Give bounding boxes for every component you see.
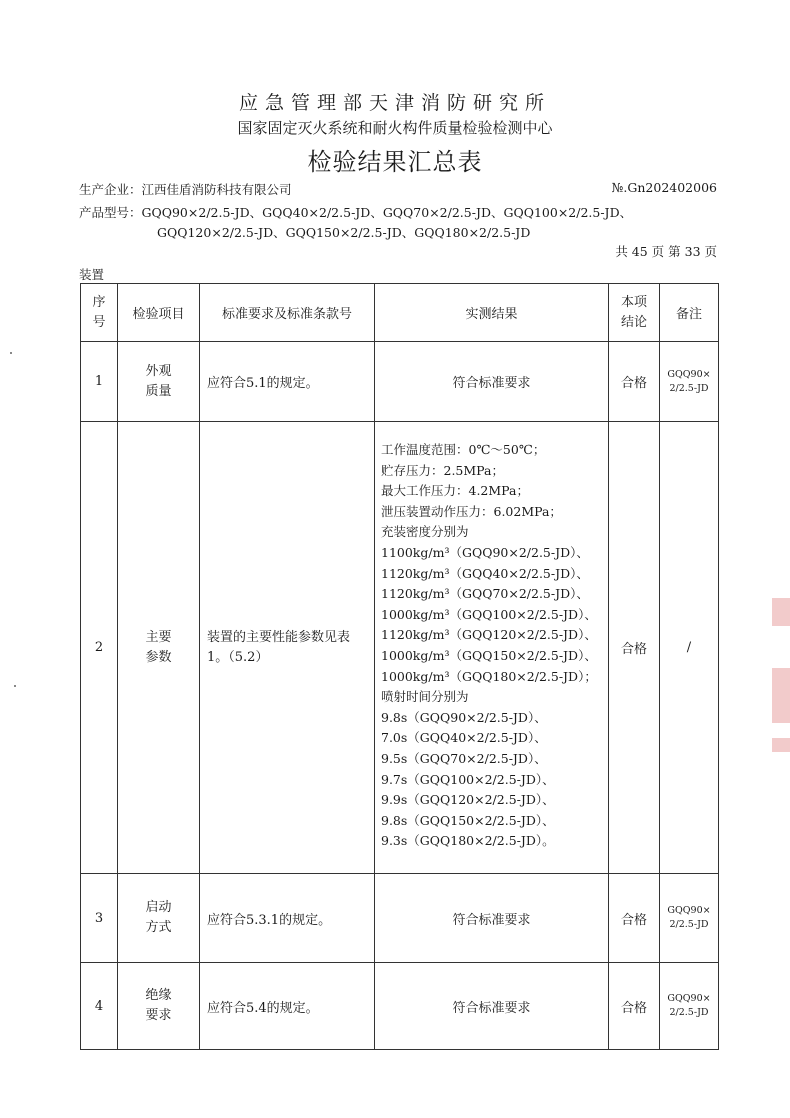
scan-speck xyxy=(10,352,12,354)
center-name: 国家固定灭火系统和耐火构件质量检验检测中心 xyxy=(237,119,553,137)
table-header-row xyxy=(81,284,719,342)
row-item: 主要参数 xyxy=(118,422,200,874)
header-result: 实测结果 xyxy=(375,284,609,342)
result-line: 9.5s（GQQ70×2/2.5-JD）、 xyxy=(381,750,547,766)
row-standard: 装置的主要性能参数见表1。（5.2） xyxy=(200,422,375,874)
row-result: 符合标准要求 xyxy=(375,963,609,1050)
row-item: 外观质量 xyxy=(118,342,200,422)
seal-stamp-fragment xyxy=(772,738,790,752)
seal-stamp-fragment xyxy=(772,668,790,723)
row-remark: GQQ90×2/2.5-JD xyxy=(660,963,719,1050)
page-count: 共 45 页 第 33 页 xyxy=(615,244,717,259)
row-verdict: 合格 xyxy=(609,422,660,874)
seal-stamp-fragment xyxy=(772,598,790,626)
row-no: 2 xyxy=(81,422,118,874)
row-item: 绝缘要求 xyxy=(118,963,200,1050)
header-standard: 标准要求及标准条款号 xyxy=(200,284,375,342)
row-verdict: 合格 xyxy=(609,342,660,422)
section-label: 装置 xyxy=(79,267,105,282)
report-number: №.Gn202402006 xyxy=(611,180,717,195)
scan-speck xyxy=(14,685,16,687)
row-result xyxy=(375,422,609,874)
header-item: 检验项目 xyxy=(118,284,200,342)
row-standard: 应符合5.4的规定。 xyxy=(200,963,375,1050)
result-line: 1000kg/m³（GQQ180×2/2.5-JD）； xyxy=(381,668,597,684)
product-models-line2: GQQ120×2/2.5-JD、GQQ150×2/2.5-JD、GQQ180×2/2.5-JD xyxy=(157,225,531,240)
row-standard: 应符合5.3.1的规定。 xyxy=(200,874,375,963)
result-line: 9.3s（GQQ180×2/2.5-JD）。 xyxy=(381,833,555,849)
result-line: 泄压装置动作压力：6.02MPa； xyxy=(381,503,562,519)
row-result: 符合标准要求 xyxy=(375,342,609,422)
page-title: 检验结果汇总表 xyxy=(307,148,483,176)
row-no: 4 xyxy=(81,963,118,1050)
table-row xyxy=(81,874,719,963)
result-line: 喷射时间分别为 xyxy=(381,689,469,705)
row-no: 1 xyxy=(81,342,118,422)
result-line: 1100kg/m³（GQQ90×2/2.5-JD）、 xyxy=(381,544,589,560)
results-table xyxy=(80,283,719,1050)
result-line: 9.8s（GQQ150×2/2.5-JD）、 xyxy=(381,812,555,828)
manufacturer: 生产企业：江西佳盾消防科技有限公司 xyxy=(79,182,292,197)
result-line: 1120kg/m³（GQQ120×2/2.5-JD）、 xyxy=(381,627,597,643)
result-line: 1000kg/m³（GQQ150×2/2.5-JD）、 xyxy=(381,647,597,663)
row-result: 符合标准要求 xyxy=(375,874,609,963)
row-remark: / xyxy=(660,422,719,874)
row-remark: GQQ90×2/2.5-JD xyxy=(660,342,719,422)
row-verdict: 合格 xyxy=(609,963,660,1050)
result-line: 7.0s（GQQ40×2/2.5-JD）、 xyxy=(381,730,547,746)
result-line: 9.9s（GQQ120×2/2.5-JD）、 xyxy=(381,792,555,808)
institute-name: 应急管理部天津消防研究所 xyxy=(238,92,551,114)
header-no: 序号 xyxy=(81,284,118,342)
result-line: 9.8s（GQQ90×2/2.5-JD）、 xyxy=(381,709,547,725)
table-row xyxy=(81,963,719,1050)
product-models-line1: 产品型号：GQQ90×2/2.5-JD、GQQ40×2/2.5-JD、GQQ70×2/2.5-JD、GQQ100×2/2.5-JD、 xyxy=(79,205,633,220)
result-line: 1120kg/m³（GQQ70×2/2.5-JD）、 xyxy=(381,586,589,602)
row-standard: 应符合5.1的规定。 xyxy=(200,342,375,422)
row-item: 启动方式 xyxy=(118,874,200,963)
row-remark: GQQ90×2/2.5-JD xyxy=(660,874,719,963)
table-row xyxy=(81,422,719,874)
result-line: 贮存压力：2.5MPa； xyxy=(381,462,504,478)
result-line: 最大工作压力：4.2MPa； xyxy=(381,483,529,499)
result-line: 1000kg/m³（GQQ100×2/2.5-JD）、 xyxy=(381,606,597,622)
header-remark: 备注 xyxy=(660,284,719,342)
result-line: 充装密度分别为 xyxy=(381,524,469,540)
row-no: 3 xyxy=(81,874,118,963)
table-row xyxy=(81,342,719,422)
header-verdict: 本项结论 xyxy=(609,284,660,342)
row-verdict: 合格 xyxy=(609,874,660,963)
result-line: 9.7s（GQQ100×2/2.5-JD）、 xyxy=(381,771,555,787)
result-line: 工作温度范围：0℃～50℃； xyxy=(381,442,546,457)
result-line: 1120kg/m³（GQQ40×2/2.5-JD）、 xyxy=(381,565,589,581)
